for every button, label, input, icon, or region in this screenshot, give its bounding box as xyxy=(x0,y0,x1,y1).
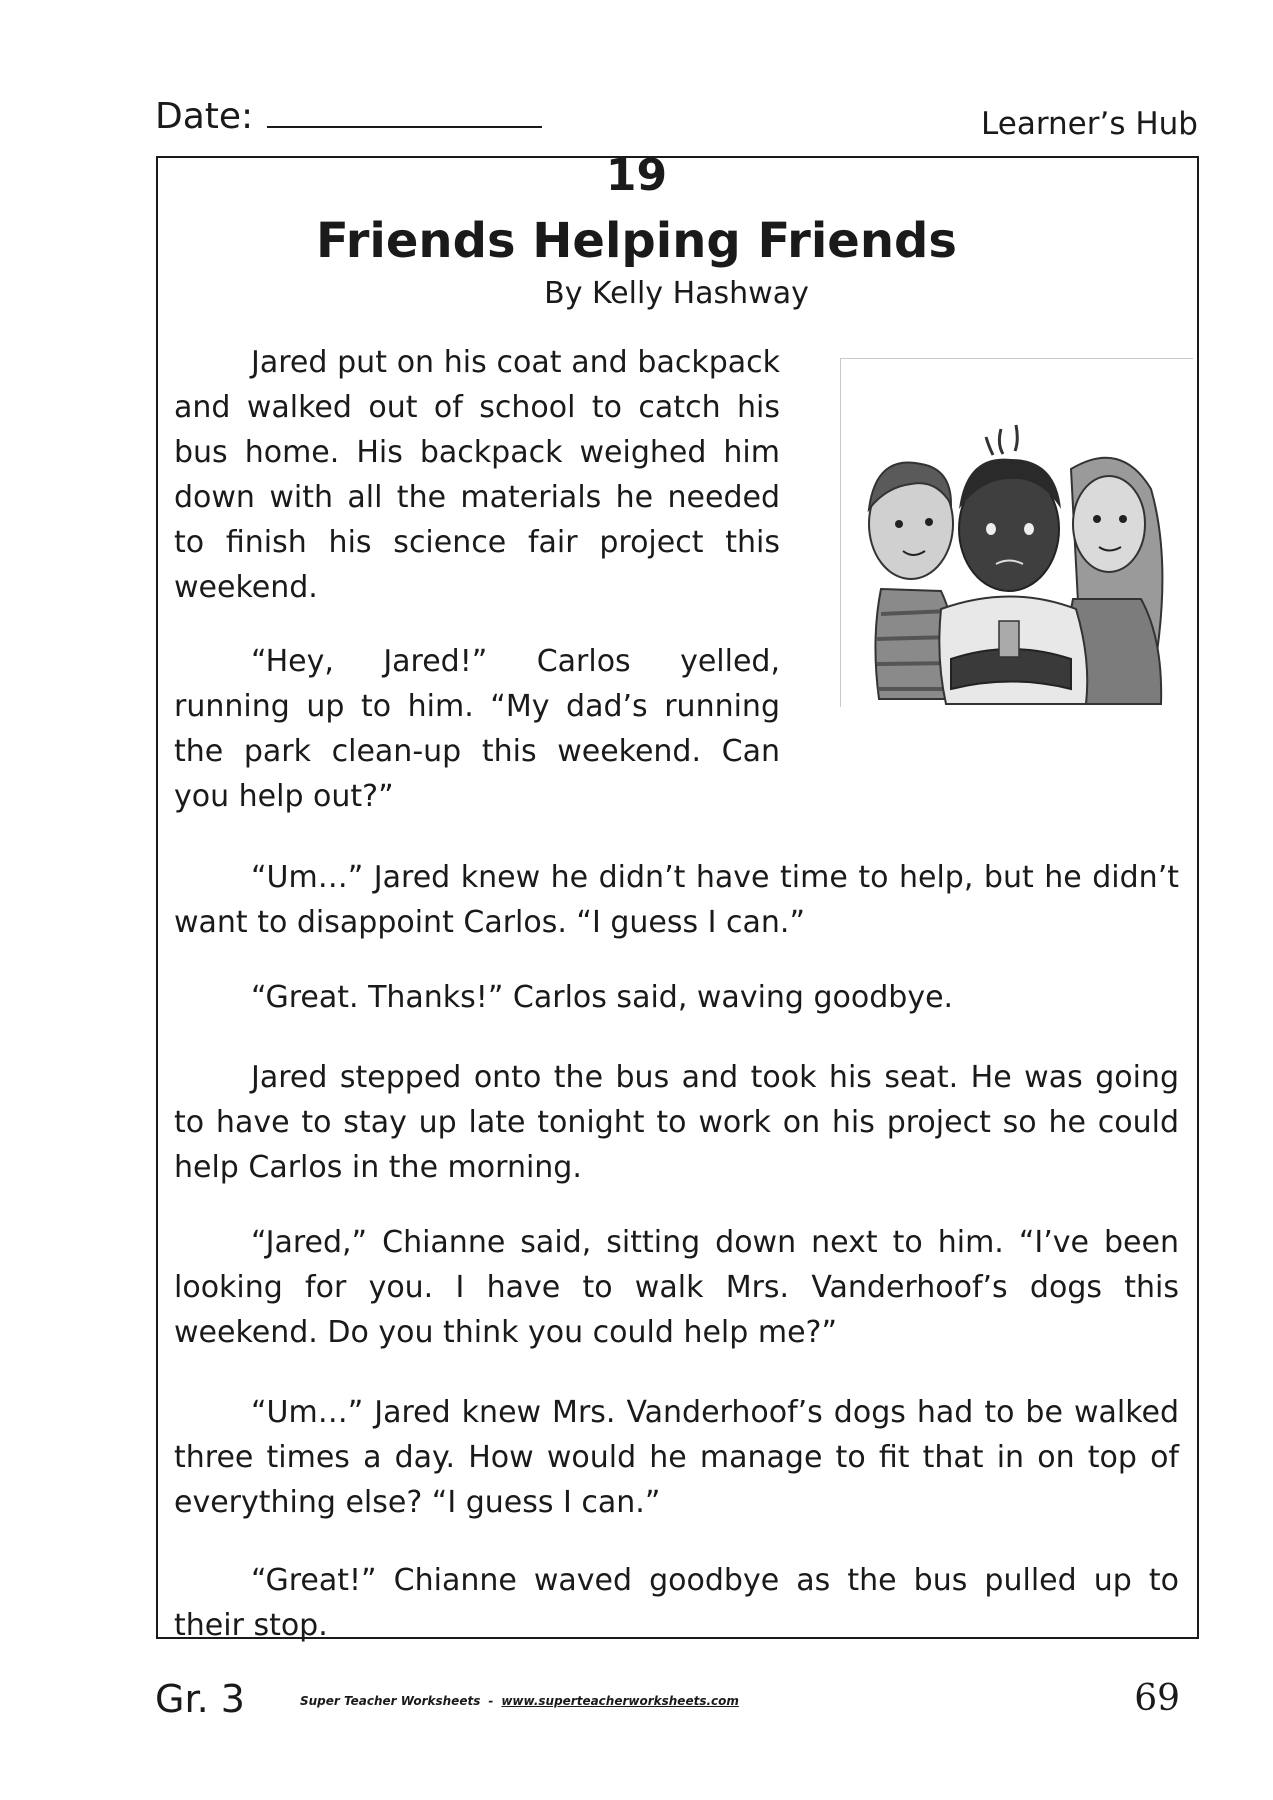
friends-image xyxy=(841,359,1193,707)
story-byline: By Kelly Hashway xyxy=(544,276,809,311)
story-paragraph: “Great. Thanks!” Carlos said, waving goodbye. xyxy=(251,980,954,1015)
credit-separator: - xyxy=(488,1694,494,1708)
source-name: Super Teacher Worksheets xyxy=(300,1694,481,1708)
website-link[interactable]: www.superteacherworksheets.com xyxy=(501,1694,739,1708)
date-label: Date: xyxy=(155,96,254,137)
story-number: 19 xyxy=(605,150,668,201)
story-paragraph: “Hey, Jared!” Carlos yelled, running up to him. “My dad’s running the park clean-up this weekend. Can you help out?” xyxy=(174,644,780,814)
story-paragraph: “Um…” Jared knew Mrs. Vanderhoof’s dogs had to be walked three times a day. How would he manage to fit that in on top of everything else? “I guess I can.” xyxy=(174,1395,1179,1520)
date-field xyxy=(155,96,542,137)
story-paragraph: “Jared,” Chianne said, sitting down next to him. “I’ve been looking for you. I have to walk Mrs. Vanderhoof’s dogs this weekend. Do you think you could help me?” xyxy=(174,1225,1179,1350)
footer-credit xyxy=(300,1694,739,1708)
story-paragraph: Jared stepped onto the bus and took his seat. He was going to have to stay up late tonight to work on his project so he could help Carlos in the morning. xyxy=(174,1060,1179,1185)
three-friends-illustration xyxy=(840,358,1193,707)
publisher-label: Learner’s Hub xyxy=(981,106,1198,142)
story-paragraph: “Great!” Chianne waved goodbye as the bus pulled up to their stop. xyxy=(174,1563,1179,1643)
story-title: Friends Helping Friends xyxy=(316,213,957,269)
story-paragraph: “Um…” Jared knew he didn’t have time to help, but he didn’t want to disappoint Carlos. “I guess I can.” xyxy=(174,860,1179,940)
story-paragraph: Jared put on his coat and backpack and walked out of school to catch his bus home. His backpack weighed him down with all the materials he needed to finish his science fair project this weekend. xyxy=(174,345,780,605)
date-blank-line[interactable] xyxy=(267,100,542,128)
page-number: 69 xyxy=(1134,1678,1180,1719)
grade-label: Gr. 3 xyxy=(155,1677,245,1721)
